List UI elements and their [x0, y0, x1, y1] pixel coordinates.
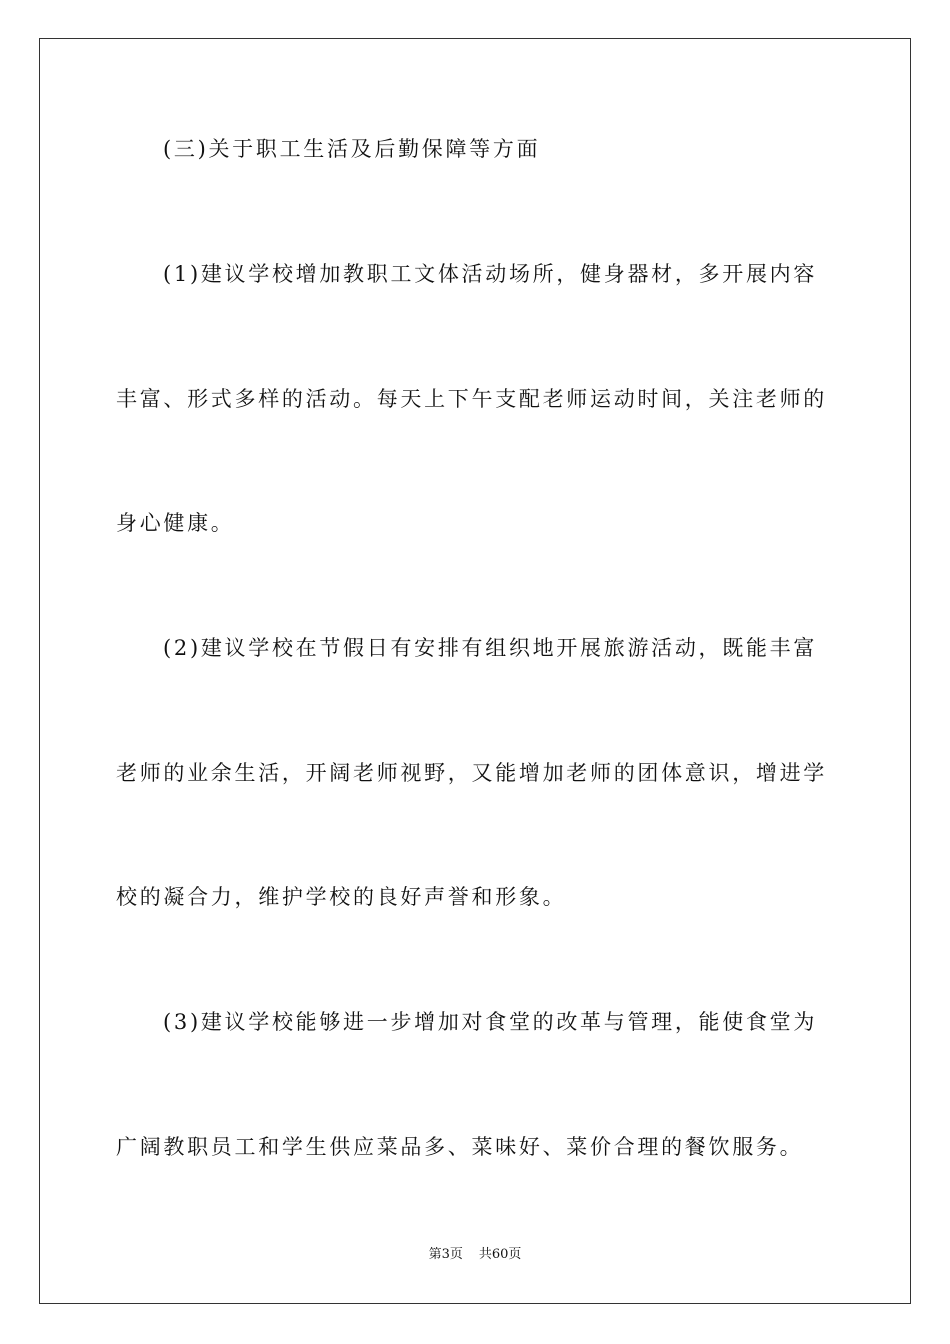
paragraph-line: 老师的业余生活，开阔老师视野，又能增加老师的团体意识，增进学 [116, 761, 827, 785]
paragraph-line: 丰富、形式多样的活动。每天上下午支配老师运动时间，关注老师的 [116, 387, 827, 411]
paragraph-line: (3)建议学校能够进一步增加对食堂的改革与管理，能使食堂为 [163, 1010, 818, 1034]
paragraph-line: 校的凝合力，维护学校的良好声誉和形象。 [116, 885, 567, 909]
paragraph-line: 广阔教职员工和学生供应菜品多、菜味好、菜价合理的餐饮服务。 [116, 1135, 804, 1159]
section-heading: (三)关于职工生活及后勤保障等方面 [163, 137, 541, 161]
page-footer [0, 1245, 950, 1265]
paragraph-line: (1)建议学校增加教职工文体活动场所，健身器材，多开展内容 [163, 262, 818, 286]
page-number: 第3页 [428, 1247, 463, 1262]
page-border [39, 38, 911, 1304]
page-total: 共60页 [478, 1247, 522, 1262]
paragraph-line: (2)建议学校在节假日有安排有组织地开展旅游活动，既能丰富 [163, 636, 818, 660]
paragraph-line: 身心健康。 [116, 511, 235, 535]
